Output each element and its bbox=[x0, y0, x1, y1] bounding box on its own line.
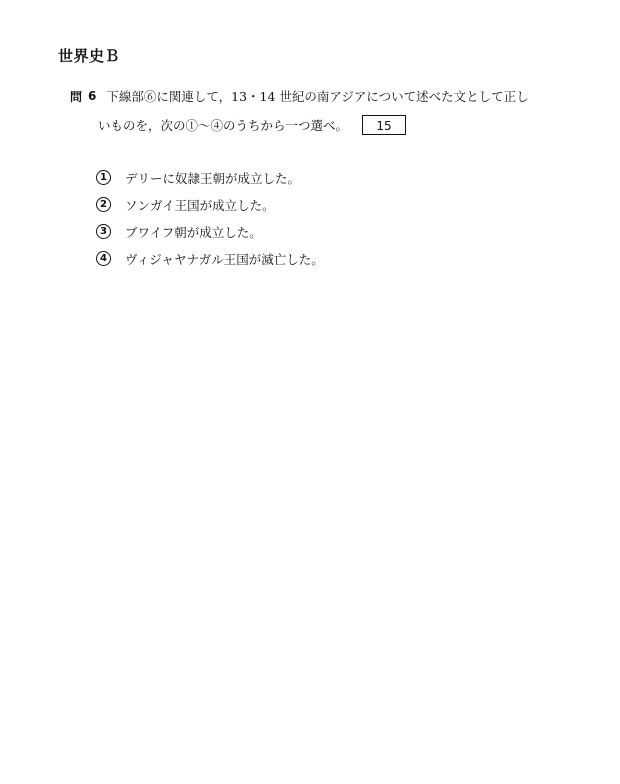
choice-marker-1: 1 bbox=[96, 170, 111, 185]
question-line-1 bbox=[70, 86, 570, 106]
question-line-2 bbox=[70, 114, 570, 136]
choice-item-2[interactable] bbox=[96, 191, 324, 218]
choice-text-2: ソンガイ王国が成立した。 bbox=[125, 197, 275, 213]
question-text-line-2: いものを，次の①～④のうちから一つ選べ。 bbox=[98, 118, 349, 133]
choice-marker-4: 4 bbox=[96, 251, 111, 266]
choice-item-1[interactable] bbox=[96, 164, 324, 191]
choice-text-1: デリーに奴隷王朝が成立した。 bbox=[125, 170, 301, 186]
question-text-line-1: 下線部⑥に関連して，13・14 世紀の南アジアについて述べた文として正し bbox=[106, 89, 529, 104]
choice-item-4[interactable] bbox=[96, 245, 324, 272]
subject-title: 世界史Ｂ bbox=[58, 47, 121, 65]
choice-text-3: ブワイフ朝が成立した。 bbox=[125, 224, 262, 240]
choice-text-4: ヴィジャヤナガル王国が滅亡した。 bbox=[125, 251, 324, 267]
question-label: 問 bbox=[70, 89, 83, 104]
choice-marker-3: 3 bbox=[96, 224, 111, 239]
question-number: 6 bbox=[88, 89, 97, 103]
question-block bbox=[70, 86, 570, 136]
answer-number-box: 15 bbox=[362, 115, 406, 135]
choice-marker-2: 2 bbox=[96, 197, 111, 212]
choice-list bbox=[96, 164, 324, 272]
choice-item-3[interactable] bbox=[96, 218, 324, 245]
